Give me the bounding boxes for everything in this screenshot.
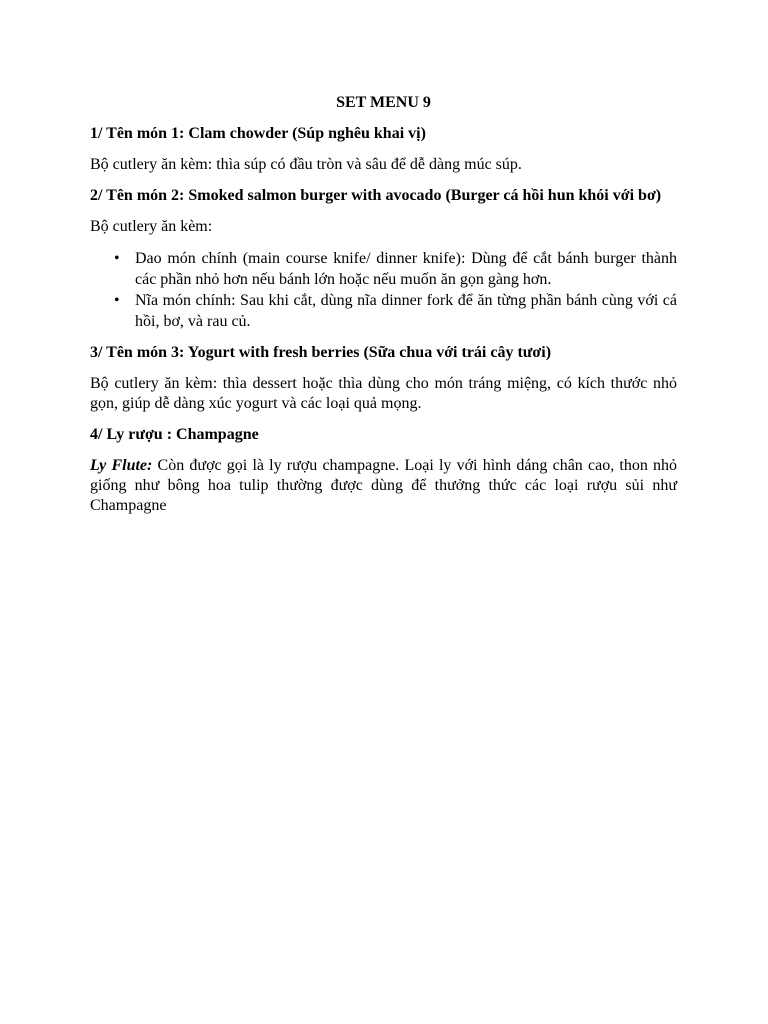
document-page bbox=[90, 93, 677, 527]
section-1-text: Bộ cutlery ăn kèm: thìa súp có đầu tròn và sâu để dễ dàng múc súp. bbox=[90, 156, 522, 173]
bullet-icon: • bbox=[114, 250, 120, 267]
section-2-text: Bộ cutlery ăn kèm: bbox=[90, 218, 213, 235]
list-item bbox=[90, 290, 677, 332]
section-2-bullet-list bbox=[90, 248, 677, 332]
section-3-heading: 3/ Tên món 3: Yogurt with fresh berries (Sữa chua với trái cây tươi) bbox=[90, 344, 552, 361]
bullet-icon: • bbox=[114, 292, 120, 309]
section-1-heading: 1/ Tên món 1: Clam chowder (Súp nghêu khai vị) bbox=[90, 125, 426, 142]
section-4-heading: 4/ Ly rượu : Champagne bbox=[90, 426, 259, 443]
section-4-body: Còn được gọi là ly rượu champagne. Loại ly với hình dáng chân cao, thon nhỏ giống như bông hoa tulip thường được dùng để thưởng thức các loại rượu sủi như Champagne bbox=[90, 457, 677, 514]
section-2-heading: 2/ Tên món 2: Smoked salmon burger with avocado (Burger cá hồi hun khói với bơ) bbox=[90, 187, 662, 204]
section-4-label: Ly Flute: bbox=[90, 457, 153, 474]
list-item-text: Nĩa món chính: Sau khi cắt, dùng nĩa dinner fork để ăn từng phần bánh cùng với cá hồi, bơ, và rau củ. bbox=[135, 292, 677, 330]
page-title: SET MENU 9 bbox=[336, 94, 431, 111]
list-item bbox=[90, 248, 677, 290]
section-3-text: Bộ cutlery ăn kèm: thìa dessert hoặc thìa dùng cho món tráng miệng, có kích thước nhỏ gọn, giúp dễ dàng xúc yogurt và các loại quả mọng. bbox=[90, 375, 677, 412]
section-4-text bbox=[90, 456, 677, 516]
list-item-text: Dao món chính (main course knife/ dinner knife): Dùng để cắt bánh burger thành các phần nhỏ hơn nếu bánh lớn hoặc nếu muốn ăn gọn gàng hơn. bbox=[135, 250, 677, 288]
